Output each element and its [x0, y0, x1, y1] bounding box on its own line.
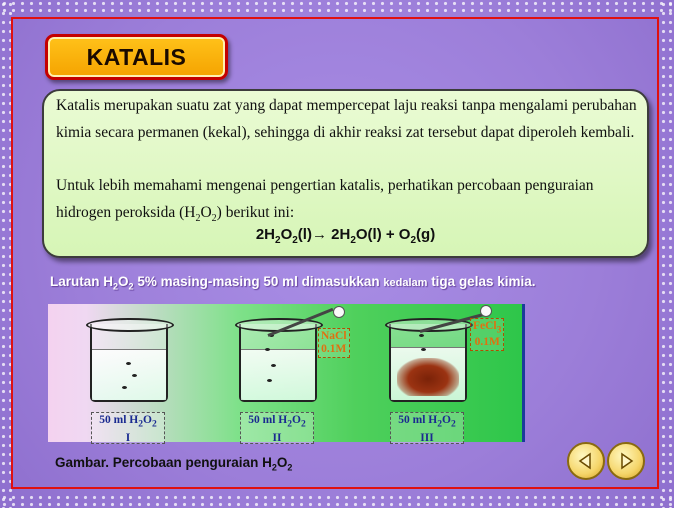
decorative-border-top [0, 0, 674, 14]
triangle-left-icon [576, 451, 596, 471]
reagent-fecl3: FeCl$_3$ 0.1M [470, 318, 504, 351]
pipette-2-bulb [333, 306, 345, 318]
triangle-right-icon [616, 451, 636, 471]
beaker-1 [90, 324, 168, 402]
experiment-figure [48, 304, 525, 445]
slide-title: KATALIS [86, 43, 187, 70]
definition-box [42, 89, 649, 258]
beaker-2-label: 50 ml $H_2O_2$ II [240, 412, 314, 444]
beaker-2 [239, 324, 317, 402]
previous-button[interactable] [567, 442, 605, 480]
beaker-1-label: 50 ml $H_2O_2$ I [91, 412, 165, 444]
arrow-icon: → [311, 226, 327, 243]
definition-paragraph: Katalis merupakan suatu zat yang dapat mempercepat laju reaksi tanpa mengalami perubahan kimia secara permanen (kekal), sehingga di akhir reaksi zat tersebut dapat diperoleh kembali. [56, 97, 637, 141]
next-button[interactable] [607, 442, 645, 480]
experiment-paragraph: Untuk lebih memahami mengenai pengertian katalis, perhatikan percobaan penguraian hidrogen peroksida $(H_2O_2)$ berikut ini: [56, 177, 594, 224]
title-banner [45, 34, 228, 80]
beaker-3-label: 50 ml $H_2O_2$ III [390, 412, 464, 444]
figure-caption: Gambar. Percobaan penguraian $H_2O_2$ [55, 455, 293, 473]
pipette-3-bulb [480, 305, 492, 317]
decorative-border-bottom [0, 494, 674, 508]
decorative-border-right [660, 0, 674, 508]
reagent-nacl: NaCl 0.1M [318, 328, 350, 358]
reaction-equation: $2H_2O_2(l)\to 2H_2O(l) + O_2(g)$ [255, 226, 436, 246]
experiment-intro: Larutan $H_2O_2$ 5% masing-masing 50 ml dimasukkan kedalam tiga gelas kimia. [50, 274, 536, 292]
beaker-3 [389, 324, 467, 402]
